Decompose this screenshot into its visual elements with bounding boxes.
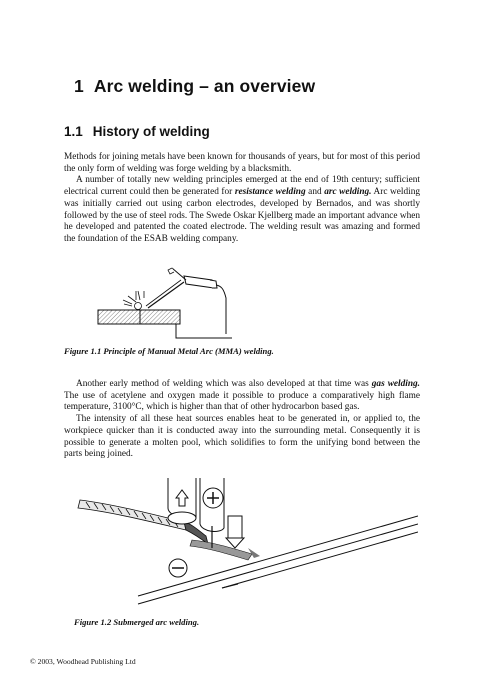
paragraph: Methods for joining metals have been known for thousands of years, but for most of this period the only form of welding was forge welding by a blacksmith. [64, 152, 420, 174]
paragraph: A number of totally new welding principles emerged at the end of 19th century; sufficient electrical current could then be generated for resistance welding and arc welding. Arc welding was initially carried out using carbon electrodes, developed by Bernados, and was shortly followed by the use of steel rods. The Swede Oskar Kjellberg made an important advance when he developed and patented the coated electrode. The welding result was amazing and formed the foundation of the ESAB welding company. [64, 175, 420, 244]
copyright-footer: © 2003, Woodhead Publishing Ltd [30, 657, 136, 666]
term-resistance-welding: resistance welding [234, 187, 306, 198]
minus-terminal [169, 559, 187, 577]
flux-hopper-nozzle [168, 478, 196, 524]
term-gas-welding: gas welding. [371, 379, 420, 389]
figure-caption: Figure 1.2 Submerged arc welding. [74, 617, 200, 627]
paragraph: The intensity of all these heat sources enables heat to be generated in, or applied to, the workpiece quicker than it is conducted away into the surrounding metal. Consequently it is possible to generate a molten pool, which solidifies to form the unifying bond between the parts being joined. [64, 414, 420, 460]
ground-cable [176, 324, 232, 338]
chapter-title [74, 76, 315, 97]
electrode-rod [146, 280, 184, 308]
flux-feed-arrow [226, 516, 244, 548]
term-arc-welding: arc welding. [324, 187, 372, 198]
figure-mma-welding-diagram [92, 258, 232, 342]
chapter-title-text: Arc welding – an overview [93, 76, 316, 96]
body-text-middle [64, 379, 420, 461]
figure-submerged-arc-diagram [72, 478, 418, 610]
flux-pile [190, 540, 260, 560]
chapter-number: 1 [74, 76, 84, 96]
paragraph: Another early method of welding which was also developed at that time was gas welding. The use of acetylene and oxygen made it possible to produce a comparatively high flame temperature, 3100°C, which is higher than that of other hydrocarbon based gas. [64, 379, 420, 413]
workpiece [98, 310, 180, 324]
section-title-text: History of welding [92, 124, 210, 139]
body-text-top [64, 152, 420, 246]
figure-caption: Figure 1.1 Principle of Manual Metal Arc (MMA) welding. [64, 346, 274, 356]
section-title [64, 124, 210, 139]
section-number: 1.1 [64, 124, 83, 139]
arc-sparks [123, 291, 144, 310]
